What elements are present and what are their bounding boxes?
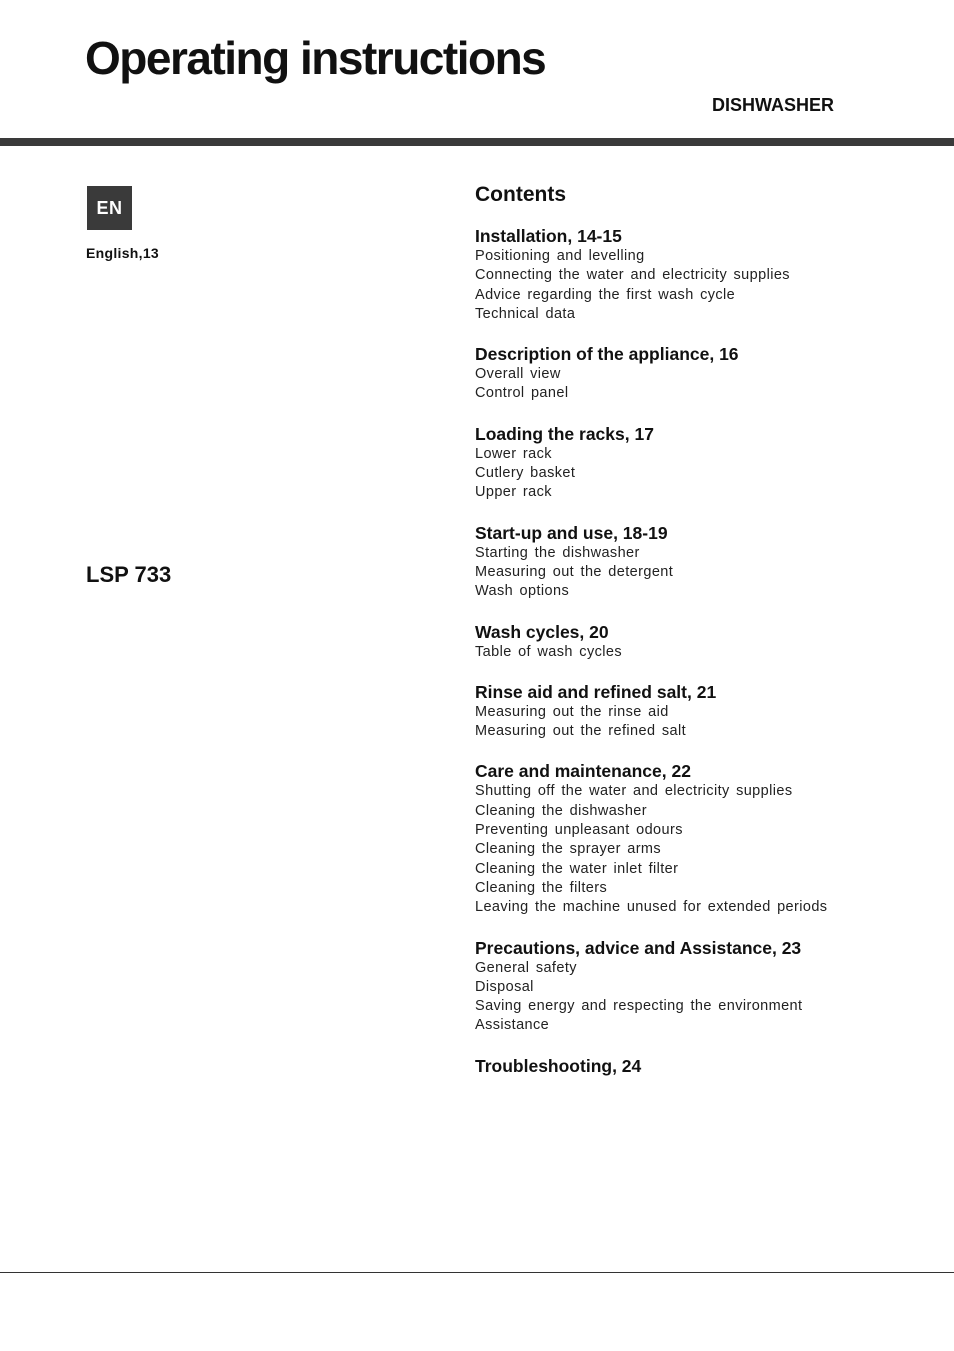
document-title: Operating instructions — [85, 32, 546, 84]
language-badge: EN — [87, 186, 132, 230]
section-item: Connecting the water and electricity supplies — [475, 267, 790, 284]
contents-section — [475, 424, 875, 503]
section-title: Description of the appliance, 16 — [475, 344, 739, 365]
section-item: Saving energy and respecting the environment — [475, 998, 803, 1015]
section-item: Assistance — [475, 1017, 550, 1034]
section-title: Start-up and use, 18-19 — [475, 522, 668, 543]
section-item: Wash options — [475, 583, 570, 600]
section-title: Rinse aid and refined salt, 21 — [475, 681, 717, 702]
section-item: Lower rack — [475, 445, 552, 462]
section-item: Starting the dishwasher — [475, 544, 640, 561]
contents-section — [475, 682, 875, 742]
section-title: Troubleshooting, 24 — [475, 1055, 642, 1076]
contents-section — [475, 523, 875, 602]
section-item-list — [475, 703, 875, 742]
section-item: Overall view — [475, 366, 561, 383]
section-item-list — [475, 544, 875, 602]
section-title: Wash cycles, 20 — [475, 621, 609, 642]
table-of-contents — [475, 182, 875, 1097]
section-item-list — [475, 445, 875, 503]
section-item: Shutting off the water and electricity supplies — [475, 783, 793, 800]
contents-section — [475, 1056, 875, 1077]
section-item: Leaving the machine unused for extended periods — [475, 899, 828, 916]
section-title: Loading the racks, 17 — [475, 423, 654, 444]
product-type-label: DISHWASHER — [711, 95, 834, 115]
contents-section — [475, 226, 875, 324]
contents-section — [475, 938, 875, 1036]
contents-heading: Contents — [475, 183, 566, 206]
section-item: Disposal — [475, 978, 534, 995]
section-item-list — [475, 247, 875, 324]
section-item: Preventing unpleasant odours — [475, 822, 683, 839]
section-item-list — [475, 643, 875, 662]
contents-section — [475, 622, 875, 662]
section-item: Cleaning the sprayer arms — [475, 841, 662, 858]
language-page-reference: English,13 — [86, 245, 160, 261]
section-item-list — [475, 959, 875, 1036]
contents-sections — [475, 226, 875, 1077]
section-title: Care and maintenance, 22 — [475, 761, 691, 782]
section-title: Precautions, advice and Assistance, 23 — [475, 937, 802, 958]
section-title: Installation, 14-15 — [475, 226, 622, 246]
model-number: LSP 733 — [86, 562, 172, 587]
section-item-list — [475, 365, 875, 404]
section-item: Cutlery basket — [475, 465, 576, 482]
header-divider — [0, 138, 954, 146]
section-item: Technical data — [475, 305, 576, 322]
section-item: Advice regarding the first wash cycle — [475, 286, 736, 303]
section-item: Upper rack — [475, 484, 552, 501]
section-item: Measuring out the refined salt — [475, 723, 687, 740]
section-item: Cleaning the water inlet filter — [475, 860, 679, 877]
section-item: General safety — [475, 959, 577, 976]
contents-section — [475, 761, 875, 917]
section-item: Table of wash cycles — [475, 643, 622, 660]
footer-divider — [0, 1272, 954, 1273]
contents-section — [475, 344, 875, 404]
section-item: Positioning and levelling — [475, 248, 645, 264]
section-item: Cleaning the filters — [475, 879, 608, 896]
section-item: Measuring out the rinse aid — [475, 703, 669, 720]
section-item-list — [475, 782, 875, 917]
section-item: Cleaning the dishwasher — [475, 802, 647, 819]
section-item: Measuring out the detergent — [475, 563, 674, 580]
section-item: Control panel — [475, 385, 569, 402]
